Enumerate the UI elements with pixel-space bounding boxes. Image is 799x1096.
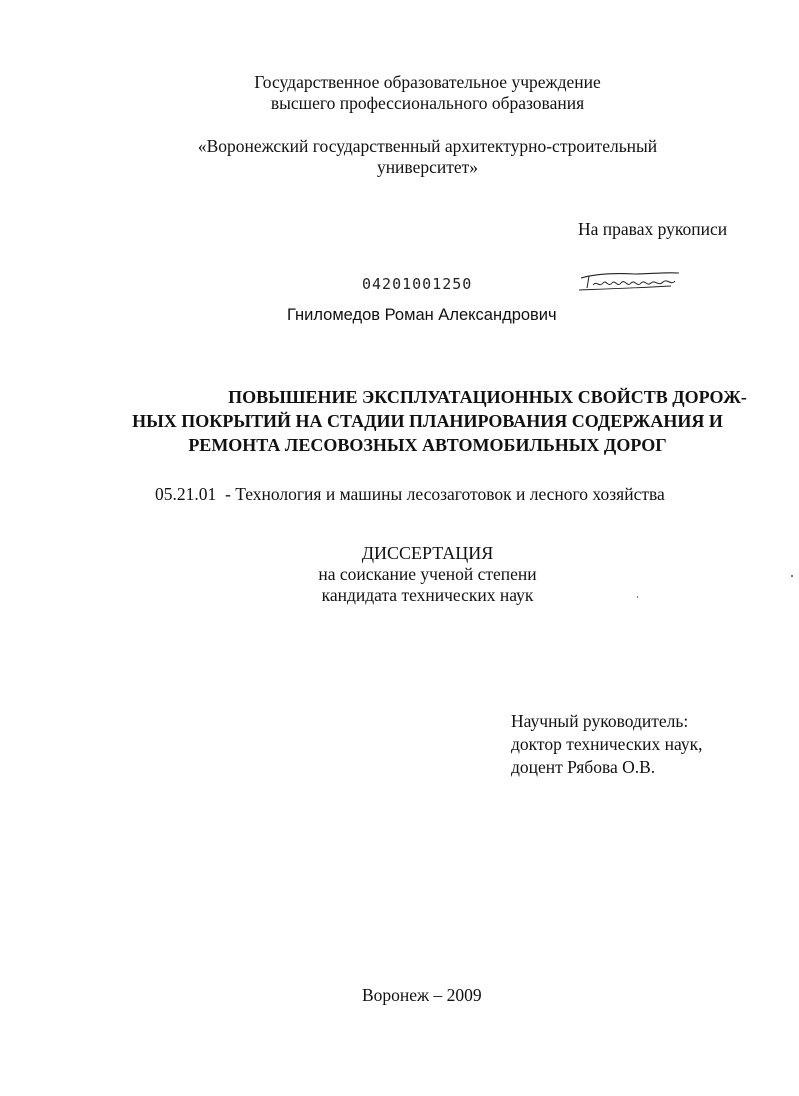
specialty-line [155,484,665,505]
scan-speck [791,575,793,577]
university-line-1: «Воронежский государственный архитектурно-строительный [197,136,658,156]
title-line-3: РЕМОНТА ЛЕСОВОЗНЫХ АВТОМОБИЛЬНЫХ ДОРОГ [188,435,667,455]
title-line-2: НЫХ ПОКРЫТИЙ НА СТАДИИ ПЛАНИРОВАНИЯ СОДЕРЖАНИЯ И [132,411,723,431]
supervisor-label: Научный руководитель: [511,711,689,731]
degree-block [0,542,799,606]
scan-speck [637,596,638,598]
document-number: 04201001250 [362,275,473,293]
university-line-2: университет» [376,157,479,177]
supervisor-block [511,710,703,779]
specialty-code: 05.21.01 [155,484,217,504]
degree-line-1: на соискание ученой степени [318,564,537,584]
institution-block [0,72,799,114]
supervisor-degree: доктор технических наук, [511,734,703,754]
city-year: Воронеж – 2009 [362,985,482,1005]
degree-heading: ДИССЕРТАЦИЯ [361,543,494,563]
author-name: Гниломедов Роман Александрович [287,306,557,324]
institution-line-2: высшего профессионального образования [270,93,585,113]
specialty-name: - Технология и машины лесозаготовок и лесного хозяйства [225,484,665,504]
institution-line-1: Государственное образовательное учреждение [254,72,601,92]
title-line-1: ПОВЫШЕНИЕ ЭКСПЛУАТАЦИОННЫХ СВОЙСТВ ДОРОЖ- [228,387,747,407]
dissertation-title [0,385,799,457]
degree-line-2: кандидата технических наук [321,585,534,605]
supervisor-name: доцент Рябова О.В. [511,757,656,777]
university-block [0,136,799,178]
handwritten-signature [575,268,685,294]
rights-note: На правах рукописи [578,219,728,239]
